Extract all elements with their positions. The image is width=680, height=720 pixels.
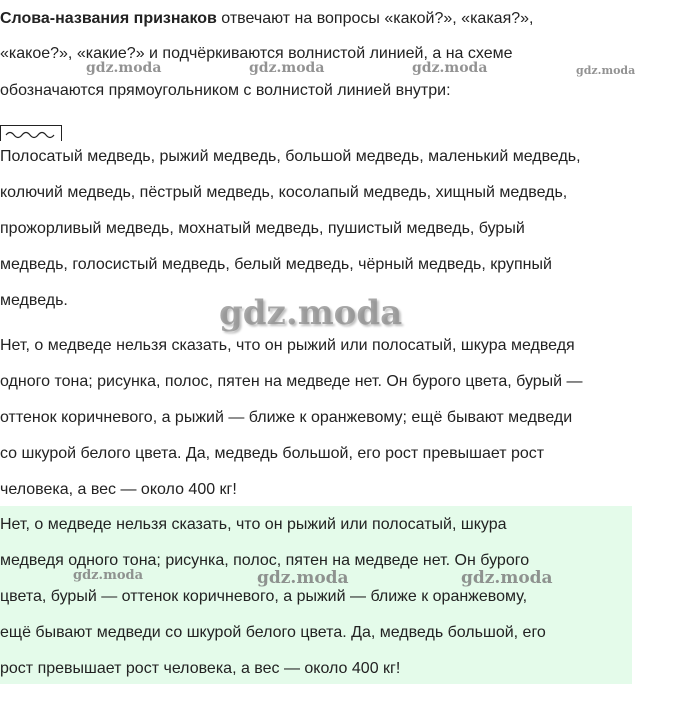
watermark: gdz.moda bbox=[412, 60, 488, 76]
intro-line-1-rest: отвечают на вопросы «какой?», «какая?», bbox=[216, 10, 534, 27]
examples-line: медведь, голосистый медведь, белый медведь, чёрный медведь, крупный bbox=[0, 256, 552, 273]
watermark: gdz.moda bbox=[73, 568, 144, 583]
examples-line: медведь. bbox=[0, 292, 68, 309]
watermark: gdz.moda bbox=[86, 60, 162, 76]
highlighted-line: Нет, о медведе нельзя сказать, что он рыжий или полосатый, шкура bbox=[0, 516, 507, 533]
highlighted-line: цвета, бурый — оттенок коричневого, а рыжий — ближе к оранжевому, bbox=[0, 588, 528, 605]
intro-line-3: обозначаются прямоугольником с волнистой линией внутри: bbox=[0, 82, 451, 99]
examples-line: Полосатый медведь, рыжий медведь, большой медведь, маленький медведь, bbox=[0, 148, 581, 165]
highlighted-line: рост превышает рост человека, а вес — около 400 кг! bbox=[0, 660, 401, 677]
intro-line-1 bbox=[0, 9, 533, 29]
watermark: gdz.moda bbox=[249, 60, 325, 76]
bold-term: Слова-названия признаков bbox=[0, 10, 217, 27]
answer-line: оттенок коричневого, а рыжий — ближе к оранжевому; ещё бывают медведи bbox=[0, 409, 573, 426]
examples-line: колючий медведь, пёстрый медведь, косолапый медведь, хищный медведь, bbox=[0, 184, 568, 201]
highlighted-line: ещё бывают медведи со шкурой белого цвета. Да, медведь большой, его bbox=[0, 624, 546, 641]
intro-line-2: «какое?», «какие?» и подчёркиваются волнистой линией, а на схеме bbox=[0, 45, 513, 62]
wavy-line-icon bbox=[5, 129, 59, 139]
examples-line: прожорливый медведь, мохнатый медведь, пушистый медведь, бурый bbox=[0, 220, 525, 237]
watermark: gdz.moda bbox=[461, 568, 553, 588]
answer-line: Нет, о медведе нельзя сказать, что он рыжий или полосатый, шкура медведя bbox=[0, 337, 575, 354]
highlighted-line: медведя одного тона; рисунка, полос, пятен на медведе нет. Он бурого bbox=[0, 552, 530, 569]
answer-line: со шкурой белого цвета. Да, медведь большой, его рост превышает рост bbox=[0, 445, 545, 462]
answer-line: человека, а вес — около 400 кг! bbox=[0, 481, 237, 498]
answer-line: одного тона; рисунка, полос, пятен на медведе нет. Он бурого цвета, бурый — bbox=[0, 373, 583, 390]
wavy-rectangle-schema bbox=[0, 125, 62, 141]
watermark-large: gdz.moda bbox=[219, 293, 403, 333]
watermark: gdz.moda bbox=[257, 568, 349, 588]
watermark: gdz.moda bbox=[576, 64, 636, 77]
